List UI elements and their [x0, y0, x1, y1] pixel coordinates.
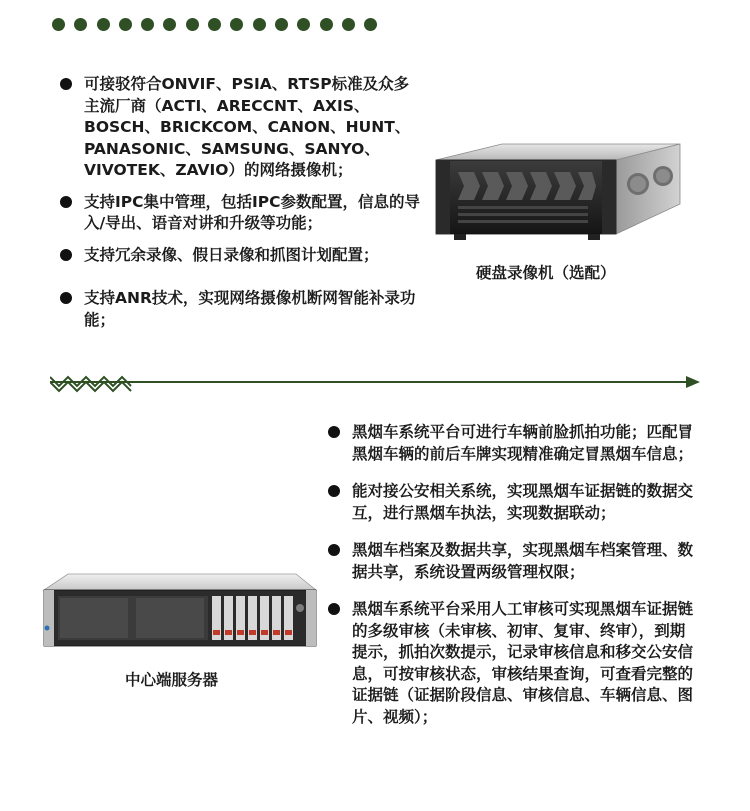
section-divider	[50, 366, 700, 402]
platform-feature-list	[326, 422, 698, 744]
list-item: 能对接公安相关系统，实现黑烟车证据链的数据交互，进行黑烟车执法，实现数据联动；	[326, 481, 698, 524]
dot	[141, 18, 154, 31]
dot	[208, 18, 221, 31]
dot	[320, 18, 333, 31]
dot	[97, 18, 110, 31]
dot	[297, 18, 310, 31]
list-item: 支持冗余录像、假日录像和抓图计划配置；	[58, 245, 420, 267]
dot	[275, 18, 288, 31]
dot	[364, 18, 377, 31]
dot	[119, 18, 132, 31]
dot	[52, 18, 65, 31]
decorative-dot-row	[52, 18, 377, 31]
dot	[230, 18, 243, 31]
dot	[74, 18, 87, 31]
dot	[342, 18, 355, 31]
list-item: 黑烟车系统平台可进行车辆前脸抓拍功能；匹配冒黑烟车辆的前后车牌实现精准确定冒黑烟车信息；	[326, 422, 698, 465]
list-item: 黑烟车系统平台采用人工审核可实现黑烟车证据链的多级审核（未审核、初审、复审、终审），到期提示，抓拍次数提示，记录审核信息和移交公安信息，可按审核状态，审核结果查询，可查看完整的证据链（证据阶段信息、审核信息、车辆信息、图片、视频）；	[326, 599, 698, 728]
dot	[163, 18, 176, 31]
server-device-image	[40, 568, 320, 650]
list-item: 黑烟车档案及数据共享，实现黑烟车档案管理、数据共享，系统设置两级管理权限；	[326, 540, 698, 583]
nvr-feature-list	[58, 74, 420, 341]
dot	[253, 18, 266, 31]
list-item: 支持IPC集中管理，包括IPC参数配置，信息的导入/导出、语音对讲和升级等功能；	[58, 192, 420, 235]
nvr-device-image	[430, 138, 688, 242]
nvr-caption: 硬盘录像机（选配）	[476, 264, 616, 282]
dot	[186, 18, 199, 31]
list-item: 可接驳符合ONVIF、PSIA、RTSP标准及众多主流厂商（ACTI、ARECCNT、AXIS、BOSCH、BRICKCOM、CANON、HUNT、PANASONIC、SAMSUNG、SANYO、VIVOTEK、ZAVIO）的网络摄像机；	[58, 74, 420, 182]
list-item: 支持ANR技术，实现网络摄像机断网智能补录功能；	[58, 288, 420, 331]
server-caption: 中心端服务器	[125, 671, 219, 689]
arrow-head-icon	[686, 376, 700, 388]
